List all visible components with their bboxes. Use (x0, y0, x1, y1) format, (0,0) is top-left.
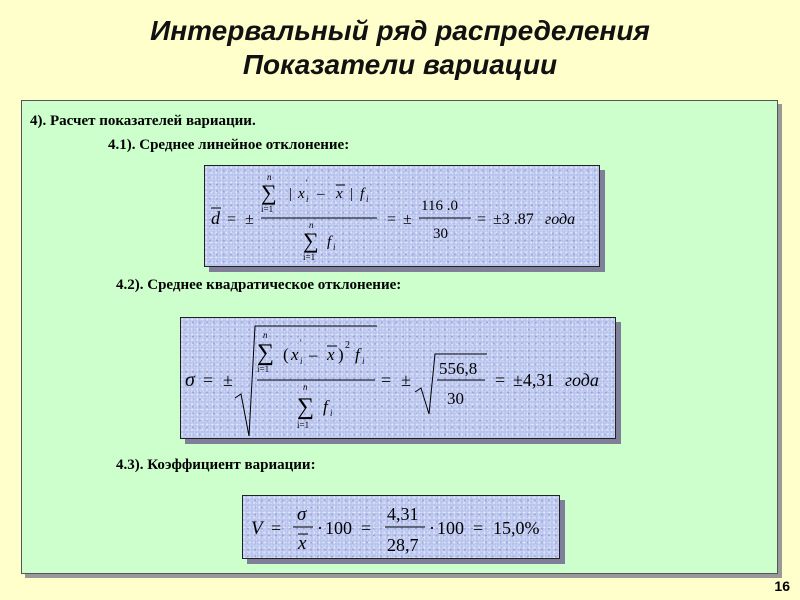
f2-den-value: 30 (447, 389, 464, 408)
f2-sum-bottom: i=1 (257, 364, 270, 374)
f2-result: ±4,31 (513, 370, 555, 390)
f1-f-den: f (327, 234, 332, 250)
f3-hundred: 100 (325, 518, 352, 538)
f2-unit: года (565, 370, 599, 390)
f1-abs-open: | (289, 186, 293, 202)
title-line-2: Показатели вариации (242, 49, 558, 80)
f2-f-num: f (355, 345, 360, 364)
f1-eq2: = (387, 211, 397, 228)
formula-3-svg (243, 496, 561, 560)
f1-sigma-den: ∑ (303, 228, 319, 253)
f3-eq: = (271, 518, 282, 538)
f3-hundred2: 100 (437, 518, 464, 538)
f1-sum-bottom: i=1 (261, 204, 274, 214)
formula-2-svg (181, 318, 617, 440)
f2-paren-close: ) (338, 345, 344, 364)
f3-eq2: = (361, 518, 372, 538)
f1-x: x (298, 186, 305, 202)
section-4-2-label: 4.2). Среднее квадратическое отклонение: (116, 277, 402, 293)
f2-den-sum-bottom: i=1 (297, 420, 310, 430)
f2-sup2: 2 (345, 340, 350, 351)
f1-sub-i: i (306, 194, 309, 204)
f3-dot2: · (429, 518, 435, 538)
f2-den-sum-top: n (303, 382, 308, 392)
coefficient-of-variation-formula (242, 495, 560, 559)
f2-num-value: 556,8 (439, 359, 478, 378)
f2-eq: = (203, 370, 214, 390)
section-4-3-label: 4.3). Коэффициент вариации: (116, 457, 316, 473)
f1-f-sub-den: i (333, 242, 336, 252)
f1-den-sum-top: n (309, 220, 314, 230)
f1-result: ±3 .87 (493, 211, 534, 228)
f1-f-sub-num: i (366, 194, 369, 204)
f3-den-value: 28,7 (387, 535, 419, 555)
f1-pm: ± (245, 211, 254, 228)
f2-eq2: = (381, 370, 392, 390)
page-number: 16 (774, 578, 790, 594)
f2-minus: – (309, 345, 318, 364)
slide-title (0, 14, 800, 82)
content-panel (21, 100, 778, 574)
f2-prime: ' (300, 338, 302, 348)
f1-prime: ' (306, 178, 308, 188)
f2-pm2: ± (401, 370, 411, 390)
f1-lhs: d (211, 208, 220, 228)
f2-f-den: f (323, 397, 328, 416)
f3-dot: · (317, 518, 323, 538)
title-line-1: Интервальный ряд распределения (150, 15, 650, 46)
formula-1-svg (205, 166, 601, 268)
f2-sum-top: n (263, 330, 268, 340)
f1-xbar: x (336, 186, 343, 202)
f1-den-sum-bottom: i=1 (303, 252, 316, 262)
f1-abs-close: | (350, 186, 354, 202)
f2-xbar: x (327, 345, 335, 364)
f1-unit: года (545, 211, 576, 228)
f2-sigma-num: ∑ (257, 340, 275, 366)
section-heading: 4). Расчет показателей вариации. (30, 113, 256, 129)
f3-eq3: = (473, 518, 484, 538)
f3-sigma: σ (297, 504, 307, 525)
f2-f-sub-num: i (362, 356, 365, 366)
section-4-1-label: 4.1). Среднее линейное отклонение: (108, 137, 350, 153)
f1-minus: – (317, 186, 325, 202)
f3-result: 15,0% (493, 518, 540, 538)
f1-sum-top: n (267, 172, 272, 182)
f2-eq3: = (495, 370, 506, 390)
f2-f-sub-den: i (330, 408, 333, 418)
f1-sigma-num: ∑ (261, 180, 277, 205)
f1-eq: = (227, 211, 237, 228)
f3-lhs: V (251, 518, 263, 539)
f1-pm2: ± (403, 211, 412, 228)
f1-den-value: 30 (433, 226, 448, 242)
f2-lhs: σ (185, 369, 195, 391)
f2-pm: ± (223, 370, 233, 390)
f2-sigma-den: ∑ (297, 394, 315, 420)
f1-eq3: = (477, 211, 487, 228)
f1-num-value: 116 .0 (421, 198, 458, 214)
f3-xbar: x (298, 533, 307, 554)
mean-linear-deviation-formula (204, 165, 600, 267)
f3-num-value: 4,31 (387, 504, 419, 524)
f2-x: x (291, 345, 299, 364)
f2-paren-open: ( (283, 345, 289, 364)
standard-deviation-formula (180, 317, 616, 439)
f1-f-num: f (360, 186, 365, 202)
f2-sub-i: i (300, 356, 303, 366)
